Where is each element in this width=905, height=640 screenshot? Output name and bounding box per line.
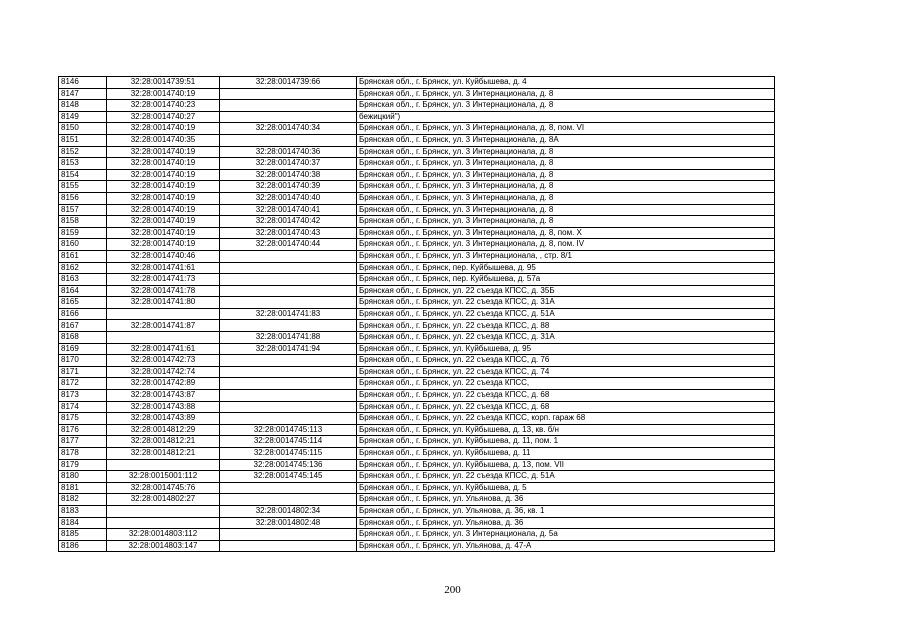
table-row xyxy=(59,424,775,436)
row-number-cell: 8170 xyxy=(59,355,107,367)
row-number-cell: 8179 xyxy=(59,459,107,471)
row-number-cell: 8162 xyxy=(59,262,107,274)
table-row xyxy=(59,285,775,297)
row-number-cell: 8147 xyxy=(59,88,107,100)
object-cadastral-number-cell: 32:28:0014740:37 xyxy=(220,158,357,170)
table-row xyxy=(59,343,775,355)
address-cell: Брянская обл., г. Брянск, ул. 3 Интернационала, д. 8 xyxy=(357,216,775,228)
address-cell: Брянская обл., г. Брянск, ул. 22 съезда КПСС, д. 88 xyxy=(357,320,775,332)
table-row xyxy=(59,100,775,112)
row-number-cell: 8169 xyxy=(59,343,107,355)
land-cadastral-number-cell: 32:28:0014743:89 xyxy=(107,413,220,425)
table-body xyxy=(59,77,775,552)
object-cadastral-number-cell xyxy=(220,88,357,100)
row-number-cell: 8149 xyxy=(59,111,107,123)
row-number-cell: 8164 xyxy=(59,285,107,297)
land-cadastral-number-cell: 32:28:0014742:74 xyxy=(107,366,220,378)
address-cell: Брянская обл., г. Брянск, ул. 22 съезда КПСС, д. 51А xyxy=(357,308,775,320)
row-number-cell: 8159 xyxy=(59,227,107,239)
object-cadastral-number-cell: 32:28:0014741:83 xyxy=(220,308,357,320)
address-cell: Брянская обл., г. Брянск, ул. 3 Интернационала, д. 8, пом. IV xyxy=(357,239,775,251)
table-row xyxy=(59,390,775,402)
address-cell: Брянская обл., г. Брянск, ул. 3 Интернационала, д. 8 xyxy=(357,158,775,170)
object-cadastral-number-cell xyxy=(220,529,357,541)
land-cadastral-number-cell: 32:28:0014803:112 xyxy=(107,529,220,541)
row-number-cell: 8186 xyxy=(59,540,107,552)
table-row xyxy=(59,227,775,239)
land-cadastral-number-cell: 32:28:0014741:73 xyxy=(107,274,220,286)
table-row xyxy=(59,517,775,529)
land-cadastral-number-cell: 32:28:0014740:27 xyxy=(107,111,220,123)
address-cell: Брянская обл., г. Брянск, пер. Куйбышева, д. 57а xyxy=(357,274,775,286)
table-row xyxy=(59,88,775,100)
address-cell: Брянская обл., г. Брянск, ул. Куйбышева, д. 13, пом. VII xyxy=(357,459,775,471)
row-number-cell: 8175 xyxy=(59,413,107,425)
table-row xyxy=(59,158,775,170)
address-cell: Брянская обл., г. Брянск, ул. Ульянова, д. 36, кв. 1 xyxy=(357,505,775,517)
land-cadastral-number-cell: 32:28:0014742:89 xyxy=(107,378,220,390)
row-number-cell: 8181 xyxy=(59,482,107,494)
table-row xyxy=(59,378,775,390)
address-cell: Брянская обл., г. Брянск, ул. Куйбышева, д. 4 xyxy=(357,77,775,89)
land-cadastral-number-cell xyxy=(107,517,220,529)
object-cadastral-number-cell xyxy=(220,482,357,494)
land-cadastral-number-cell: 32:28:0014741:78 xyxy=(107,285,220,297)
table-row xyxy=(59,146,775,158)
object-cadastral-number-cell: 32:28:0014740:34 xyxy=(220,123,357,135)
land-cadastral-number-cell: 32:28:0014745:76 xyxy=(107,482,220,494)
table-row xyxy=(59,505,775,517)
row-number-cell: 8167 xyxy=(59,320,107,332)
object-cadastral-number-cell xyxy=(220,274,357,286)
table-row xyxy=(59,482,775,494)
land-cadastral-number-cell: 32:28:0014812:29 xyxy=(107,424,220,436)
address-cell: Брянская обл., г. Брянск, ул. 22 съезда КПСС, д. 68 xyxy=(357,401,775,413)
land-cadastral-number-cell: 32:28:0014741:61 xyxy=(107,343,220,355)
address-cell: Брянская обл., г. Брянск, ул. 3 Интернационала, д. 8 xyxy=(357,88,775,100)
object-cadastral-number-cell xyxy=(220,494,357,506)
address-cell: Брянская обл., г. Брянск, пер. Куйбышева, д. 95 xyxy=(357,262,775,274)
row-number-cell: 8182 xyxy=(59,494,107,506)
row-number-cell: 8184 xyxy=(59,517,107,529)
address-cell: Брянская обл., г. Брянск, ул. 3 Интернационала, , стр. 8/1 xyxy=(357,250,775,262)
object-cadastral-number-cell xyxy=(220,111,357,123)
land-cadastral-number-cell xyxy=(107,332,220,344)
row-number-cell: 8180 xyxy=(59,471,107,483)
land-cadastral-number-cell: 32:28:0014812:21 xyxy=(107,448,220,460)
address-cell: Брянская обл., г. Брянск, ул. Куйбышева, д. 13, кв. б/н xyxy=(357,424,775,436)
table-row xyxy=(59,436,775,448)
table-row xyxy=(59,216,775,228)
address-cell: Брянская обл., г. Брянск, ул. Ульянова, д. 36 xyxy=(357,517,775,529)
row-number-cell: 8161 xyxy=(59,250,107,262)
row-number-cell: 8171 xyxy=(59,366,107,378)
table-row xyxy=(59,297,775,309)
land-cadastral-number-cell: 32:28:0014740:19 xyxy=(107,158,220,170)
land-cadastral-number-cell xyxy=(107,308,220,320)
land-cadastral-number-cell: 32:28:0014740:19 xyxy=(107,123,220,135)
object-cadastral-number-cell: 32:28:0014740:36 xyxy=(220,146,357,158)
object-cadastral-number-cell xyxy=(220,297,357,309)
address-cell: Брянская обл., г. Брянск, ул. Ульянова, д. 36 xyxy=(357,494,775,506)
land-cadastral-number-cell xyxy=(107,459,220,471)
address-cell: Брянская обл., г. Брянск, ул. 3 Интернационала, д. 8 xyxy=(357,192,775,204)
table-row xyxy=(59,111,775,123)
land-cadastral-number-cell: 32:28:0014743:87 xyxy=(107,390,220,402)
address-cell: Брянская обл., г. Брянск, ул. 22 съезда КПСС, д. 51А xyxy=(357,471,775,483)
land-cadastral-number-cell: 32:28:0014741:80 xyxy=(107,297,220,309)
land-cadastral-number-cell: 32:28:0014740:23 xyxy=(107,100,220,112)
address-cell: Брянская обл., г. Брянск, ул. Куйбышева, д. 95 xyxy=(357,343,775,355)
table-row xyxy=(59,262,775,274)
land-cadastral-number-cell: 32:28:0014740:19 xyxy=(107,204,220,216)
object-cadastral-number-cell: 32:28:0014802:34 xyxy=(220,505,357,517)
table-row xyxy=(59,204,775,216)
row-number-cell: 8158 xyxy=(59,216,107,228)
address-cell: Брянская обл., г. Брянск, ул. 3 Интернационала, д. 8А xyxy=(357,134,775,146)
land-cadastral-number-cell: 32:28:0014740:19 xyxy=(107,181,220,193)
object-cadastral-number-cell xyxy=(220,540,357,552)
row-number-cell: 8166 xyxy=(59,308,107,320)
land-cadastral-number-cell: 32:28:0014803:147 xyxy=(107,540,220,552)
row-number-cell: 8165 xyxy=(59,297,107,309)
address-cell: Брянская обл., г. Брянск, ул. 3 Интернационала, д. 8 xyxy=(357,181,775,193)
object-cadastral-number-cell: 32:28:0014745:115 xyxy=(220,448,357,460)
object-cadastral-number-cell xyxy=(220,390,357,402)
table-row xyxy=(59,332,775,344)
land-cadastral-number-cell: 32:28:0014802:27 xyxy=(107,494,220,506)
table-row xyxy=(59,494,775,506)
row-number-cell: 8176 xyxy=(59,424,107,436)
object-cadastral-number-cell xyxy=(220,262,357,274)
row-number-cell: 8155 xyxy=(59,181,107,193)
address-cell: бежицкий") xyxy=(357,111,775,123)
table-row xyxy=(59,239,775,251)
object-cadastral-number-cell xyxy=(220,134,357,146)
address-cell: Брянская обл., г. Брянск, ул. 3 Интернационала, д. 8 xyxy=(357,169,775,181)
land-cadastral-number-cell: 32:28:0014740:19 xyxy=(107,192,220,204)
object-cadastral-number-cell xyxy=(220,366,357,378)
table-row xyxy=(59,250,775,262)
row-number-cell: 8163 xyxy=(59,274,107,286)
object-cadastral-number-cell xyxy=(220,285,357,297)
row-number-cell: 8178 xyxy=(59,448,107,460)
address-cell: Брянская обл., г. Брянск, ул. 22 съезда КПСС, д. 76 xyxy=(357,355,775,367)
object-cadastral-number-cell: 32:28:0014745:113 xyxy=(220,424,357,436)
row-number-cell: 8150 xyxy=(59,123,107,135)
cadastral-table xyxy=(58,76,775,552)
land-cadastral-number-cell: 32:28:0014740:19 xyxy=(107,227,220,239)
address-cell: Брянская обл., г. Брянск, ул. 3 Интернационала, д. 5а xyxy=(357,529,775,541)
address-cell: Брянская обл., г. Брянск, ул. 3 Интернационала, д. 8, пом. VI xyxy=(357,123,775,135)
object-cadastral-number-cell: 32:28:0014739:66 xyxy=(220,77,357,89)
address-cell: Брянская обл., г. Брянск, ул. 22 съезда КПСС, д. 31А xyxy=(357,297,775,309)
address-cell: Брянская обл., г. Брянск, ул. Куйбышева, д. 11 xyxy=(357,448,775,460)
object-cadastral-number-cell: 32:28:0014740:43 xyxy=(220,227,357,239)
table-row xyxy=(59,123,775,135)
object-cadastral-number-cell: 32:28:0014741:94 xyxy=(220,343,357,355)
object-cadastral-number-cell xyxy=(220,355,357,367)
object-cadastral-number-cell: 32:28:0014745:136 xyxy=(220,459,357,471)
row-number-cell: 8183 xyxy=(59,505,107,517)
row-number-cell: 8156 xyxy=(59,192,107,204)
row-number-cell: 8157 xyxy=(59,204,107,216)
page-number: 200 xyxy=(444,584,461,596)
table-row xyxy=(59,320,775,332)
row-number-cell: 8154 xyxy=(59,169,107,181)
row-number-cell: 8160 xyxy=(59,239,107,251)
object-cadastral-number-cell xyxy=(220,401,357,413)
object-cadastral-number-cell: 32:28:0014740:44 xyxy=(220,239,357,251)
land-cadastral-number-cell: 32:28:0014740:19 xyxy=(107,239,220,251)
row-number-cell: 8153 xyxy=(59,158,107,170)
address-cell: Брянская обл., г. Брянск, ул. 22 съезда КПСС, д. 74 xyxy=(357,366,775,378)
object-cadastral-number-cell: 32:28:0014740:38 xyxy=(220,169,357,181)
table-row xyxy=(59,355,775,367)
address-cell: Брянская обл., г. Брянск, ул. 3 Интернационала, д. 8 xyxy=(357,146,775,158)
address-cell: Брянская обл., г. Брянск, ул. 3 Интернационала, д. 8 xyxy=(357,204,775,216)
object-cadastral-number-cell: 32:28:0014741:88 xyxy=(220,332,357,344)
table-row xyxy=(59,401,775,413)
address-cell: Брянская обл., г. Брянск, ул. 22 съезда КПСС, корп. гараж 68 xyxy=(357,413,775,425)
land-cadastral-number-cell: 32:28:0014739:51 xyxy=(107,77,220,89)
table-row xyxy=(59,192,775,204)
table-row xyxy=(59,366,775,378)
land-cadastral-number-cell: 32:28:0014741:87 xyxy=(107,320,220,332)
address-cell: Брянская обл., г. Брянск, ул. Куйбышева, д. 5 xyxy=(357,482,775,494)
land-cadastral-number-cell: 32:28:0014740:19 xyxy=(107,216,220,228)
table-row xyxy=(59,459,775,471)
table-row xyxy=(59,77,775,89)
object-cadastral-number-cell: 32:28:0014740:39 xyxy=(220,181,357,193)
address-cell: Брянская обл., г. Брянск, ул. 22 съезда КПСС, д. 35Б xyxy=(357,285,775,297)
object-cadastral-number-cell xyxy=(220,413,357,425)
table-row xyxy=(59,274,775,286)
object-cadastral-number-cell xyxy=(220,378,357,390)
row-number-cell: 8172 xyxy=(59,378,107,390)
table-row xyxy=(59,413,775,425)
row-number-cell: 8177 xyxy=(59,436,107,448)
table-row xyxy=(59,134,775,146)
object-cadastral-number-cell xyxy=(220,250,357,262)
object-cadastral-number-cell: 32:28:0014740:41 xyxy=(220,204,357,216)
address-cell: Брянская обл., г. Брянск, ул. 3 Интернационала, д. 8, пом. X xyxy=(357,227,775,239)
object-cadastral-number-cell: 32:28:0014745:145 xyxy=(220,471,357,483)
land-cadastral-number-cell: 32:28:0014740:46 xyxy=(107,250,220,262)
land-cadastral-number-cell: 32:28:0014743:88 xyxy=(107,401,220,413)
object-cadastral-number-cell: 32:28:0014740:42 xyxy=(220,216,357,228)
object-cadastral-number-cell: 32:28:0014745:114 xyxy=(220,436,357,448)
address-cell: Брянская обл., г. Брянск, ул. 22 съезда КПСС, д. 68 xyxy=(357,390,775,402)
object-cadastral-number-cell xyxy=(220,320,357,332)
row-number-cell: 8146 xyxy=(59,77,107,89)
row-number-cell: 8148 xyxy=(59,100,107,112)
row-number-cell: 8174 xyxy=(59,401,107,413)
row-number-cell: 8173 xyxy=(59,390,107,402)
address-cell: Брянская обл., г. Брянск, ул. 3 Интернационала, д. 8 xyxy=(357,100,775,112)
land-cadastral-number-cell: 32:28:0014740:19 xyxy=(107,146,220,158)
land-cadastral-number-cell: 32:28:0014742:73 xyxy=(107,355,220,367)
table-row xyxy=(59,529,775,541)
table-row xyxy=(59,181,775,193)
table-row xyxy=(59,448,775,460)
land-cadastral-number-cell: 32:28:0014812:21 xyxy=(107,436,220,448)
land-cadastral-number-cell: 32:28:0014740:19 xyxy=(107,88,220,100)
row-number-cell: 8151 xyxy=(59,134,107,146)
address-cell: Брянская обл., г. Брянск, ул. Куйбышева, д. 11, пом. 1 xyxy=(357,436,775,448)
address-cell: Брянская обл., г. Брянск, ул. 22 съезда КПСС, xyxy=(357,378,775,390)
object-cadastral-number-cell xyxy=(220,100,357,112)
row-number-cell: 8168 xyxy=(59,332,107,344)
row-number-cell: 8185 xyxy=(59,529,107,541)
table-row xyxy=(59,308,775,320)
object-cadastral-number-cell: 32:28:0014802:48 xyxy=(220,517,357,529)
address-cell: Брянская обл., г. Брянск, ул. 22 съезда КПСС, д. 31А xyxy=(357,332,775,344)
land-cadastral-number-cell: 32:28:0015001:112 xyxy=(107,471,220,483)
land-cadastral-number-cell: 32:28:0014740:19 xyxy=(107,169,220,181)
table-row xyxy=(59,169,775,181)
row-number-cell: 8152 xyxy=(59,146,107,158)
table-row xyxy=(59,471,775,483)
land-cadastral-number-cell: 32:28:0014741:61 xyxy=(107,262,220,274)
land-cadastral-number-cell xyxy=(107,505,220,517)
land-cadastral-number-cell: 32:28:0014740:35 xyxy=(107,134,220,146)
address-cell: Брянская обл., г. Брянск, ул. Ульянова, д. 47-А xyxy=(357,540,775,552)
table-row xyxy=(59,540,775,552)
object-cadastral-number-cell: 32:28:0014740:40 xyxy=(220,192,357,204)
